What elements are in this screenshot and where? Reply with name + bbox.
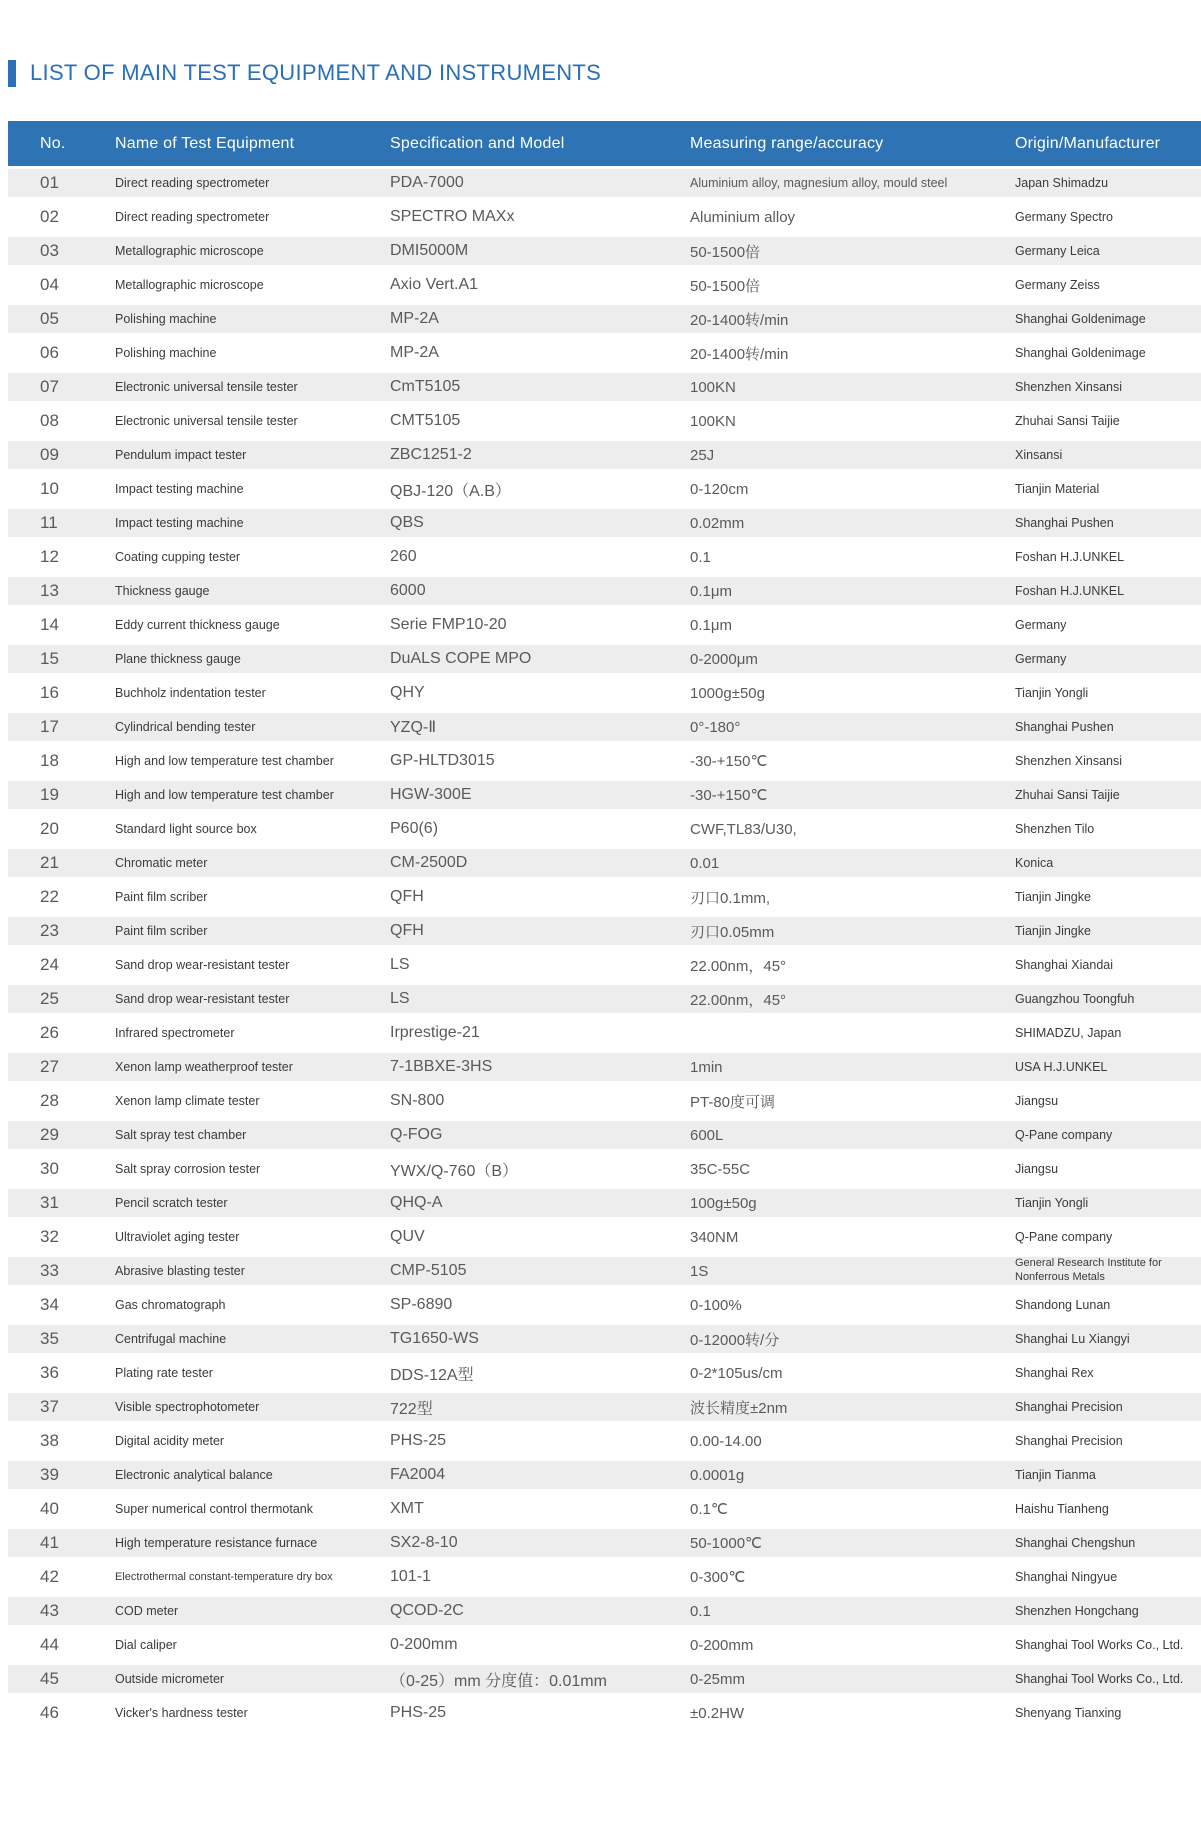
- cell-origin: Germany Zeiss: [1015, 278, 1100, 292]
- cell-name: Coating cupping tester: [115, 550, 241, 564]
- cell-origin: Shenzhen Tilo: [1015, 822, 1095, 836]
- cell-range: 1S: [690, 1262, 709, 1280]
- cell-no: 06: [40, 343, 59, 362]
- cell-name: Sand drop wear-resistant tester: [115, 958, 290, 972]
- table-row: [8, 574, 1201, 608]
- cell-origin: Haishu Tianheng: [1015, 1502, 1109, 1516]
- table-row: [8, 710, 1201, 744]
- cell-no: 21: [40, 853, 59, 872]
- cell-name: Eddy current thickness gauge: [115, 618, 280, 632]
- cell-spec: 260: [390, 548, 417, 565]
- cell-origin: SHIMADZU, Japan: [1015, 1026, 1122, 1040]
- cell-no: 09: [40, 445, 59, 464]
- table-row: [8, 540, 1201, 574]
- cell-name: Plating rate tester: [115, 1366, 213, 1380]
- cell-origin: Q-Pane company: [1015, 1230, 1113, 1244]
- column-header-range: Measuring range/accuracy: [690, 134, 884, 152]
- cell-origin: General Research Institute for Nonferrous Metals: [1015, 1257, 1162, 1283]
- cell-origin: Shanghai Precision: [1015, 1400, 1123, 1414]
- cell-origin: Jiangsu: [1015, 1094, 1059, 1108]
- cell-no: 28: [40, 1091, 59, 1110]
- cell-range: 35C-55C: [690, 1160, 751, 1178]
- cell-spec: QBS: [390, 514, 424, 531]
- table-row: [8, 1050, 1201, 1084]
- cell-range: 0-120cm: [690, 480, 749, 498]
- cell-spec: SN-800: [390, 1092, 445, 1109]
- cell-name: Sand drop wear-resistant tester: [115, 992, 290, 1006]
- cell-no: 44: [40, 1635, 59, 1654]
- cell-no: 15: [40, 649, 59, 668]
- cell-name: Ultraviolet aging tester: [115, 1230, 240, 1244]
- cell-name: Salt spray test chamber: [115, 1128, 247, 1142]
- cell-spec: PHS-25: [390, 1432, 447, 1449]
- cell-range: 波长精度±2nm: [690, 1399, 788, 1417]
- table-row: [8, 1118, 1201, 1152]
- cell-name: Pendulum impact tester: [115, 448, 247, 462]
- cell-origin: Jiangsu: [1015, 1162, 1059, 1176]
- cell-no: 46: [40, 1703, 59, 1722]
- cell-spec: QCOD-2C: [390, 1602, 464, 1619]
- table-row: [8, 1662, 1201, 1696]
- cell-spec: SX2-8-10: [390, 1534, 458, 1551]
- cell-spec: MP-2A: [390, 344, 439, 361]
- cell-range: 刃口0.05mm: [690, 923, 775, 941]
- cell-origin: Shanghai Chengshun: [1015, 1536, 1136, 1550]
- table-row: [8, 1526, 1201, 1560]
- cell-name: Paint film scriber: [115, 924, 208, 938]
- table-row: [8, 1254, 1201, 1288]
- cell-origin: Q-Pane company: [1015, 1128, 1113, 1142]
- cell-no: 24: [40, 955, 59, 974]
- cell-spec: SP-6890: [390, 1296, 453, 1313]
- cell-spec: 6000: [390, 582, 426, 599]
- cell-origin: Tianjin Jingke: [1015, 890, 1091, 904]
- cell-name: Pencil scratch tester: [115, 1196, 228, 1210]
- cell-spec: DuALS COPE MPO: [390, 650, 532, 667]
- cell-origin: Germany Spectro: [1015, 210, 1113, 224]
- cell-origin: Germany: [1015, 618, 1067, 632]
- cell-origin: Shenyang Tianxing: [1015, 1706, 1122, 1720]
- cell-range: Aluminium alloy: [690, 208, 796, 226]
- cell-range: PT-80度可调: [690, 1093, 776, 1111]
- cell-origin: Shanghai Rex: [1015, 1366, 1094, 1380]
- cell-no: 08: [40, 411, 59, 430]
- cell-name: Visible spectrophotometer: [115, 1400, 260, 1414]
- cell-name: Metallographic microscope: [115, 244, 264, 258]
- cell-range: 600L: [690, 1126, 724, 1144]
- table-row: [8, 1560, 1201, 1594]
- cell-no: 11: [40, 513, 58, 532]
- table-row: [8, 744, 1201, 778]
- cell-spec: TG1650-WS: [390, 1330, 479, 1347]
- table-row: [8, 200, 1201, 234]
- cell-origin: Xinsansi: [1015, 448, 1063, 462]
- cell-range: 0.02mm: [690, 514, 745, 532]
- cell-range: 0-300℃: [690, 1569, 746, 1586]
- cell-range: 22.00nm，45°: [690, 957, 787, 975]
- cell-range: 刃口0.1mm,: [690, 889, 771, 907]
- cell-no: 30: [40, 1159, 59, 1178]
- cell-name: Buchholz indentation tester: [115, 686, 266, 700]
- cell-name: Dial caliper: [115, 1638, 177, 1652]
- cell-origin: Shenzhen Xinsansi: [1015, 754, 1123, 768]
- cell-name: COD meter: [115, 1604, 179, 1618]
- cell-spec: QBJ-120（A.B）: [390, 482, 511, 500]
- cell-name: Electronic universal tensile tester: [115, 414, 298, 428]
- table-body: [8, 166, 1201, 1730]
- cell-range: 0.1: [690, 548, 711, 566]
- cell-name: Electronic analytical balance: [115, 1468, 273, 1482]
- cell-origin: Shenzhen Hongchang: [1015, 1604, 1139, 1618]
- cell-range: 0°-180°: [690, 718, 741, 736]
- table-row: [8, 1152, 1201, 1186]
- equipment-table: [8, 121, 1201, 1730]
- table-row: [8, 608, 1201, 642]
- cell-no: 20: [40, 819, 59, 838]
- cell-origin: Shanghai Pushen: [1015, 720, 1114, 734]
- cell-origin: Germany: [1015, 652, 1067, 666]
- table-row: [8, 404, 1201, 438]
- cell-no: 13: [40, 581, 59, 600]
- cell-spec: Axio Vert.A1: [390, 276, 479, 293]
- cell-name: Thickness gauge: [115, 584, 210, 598]
- table-row: [8, 1390, 1201, 1424]
- cell-spec: YZQ-Ⅱ: [390, 719, 437, 736]
- cell-spec: 0-200mm: [390, 1636, 458, 1653]
- cell-origin: Guangzhou Toongfuh: [1015, 992, 1135, 1006]
- page-title: LIST OF MAIN TEST EQUIPMENT AND INSTRUMENTS: [30, 60, 602, 85]
- cell-no: 03: [40, 241, 59, 260]
- cell-no: 14: [40, 615, 59, 634]
- cell-spec: SPECTRO MAXx: [390, 208, 515, 225]
- cell-range: 0-2*105us/cm: [690, 1364, 783, 1382]
- cell-no: 05: [40, 309, 59, 328]
- cell-range: 50-1500倍: [690, 243, 761, 261]
- cell-origin: Shandong Lunan: [1015, 1298, 1111, 1312]
- cell-range: 0.1μm: [690, 616, 732, 634]
- cell-no: 18: [40, 751, 59, 770]
- cell-no: 36: [40, 1363, 59, 1382]
- column-header-name: Name of Test Equipment: [115, 134, 295, 152]
- column-header-origin: Origin/Manufacturer: [1015, 134, 1161, 152]
- cell-spec: DMI5000M: [390, 242, 469, 259]
- cell-no: 39: [40, 1465, 59, 1484]
- cell-range: 0-12000转/分: [690, 1331, 780, 1349]
- cell-origin: Tianjin Jingke: [1015, 924, 1091, 938]
- cell-no: 02: [40, 207, 59, 226]
- cell-spec: 7-1BBXE-3HS: [390, 1058, 493, 1075]
- cell-range: -30-+150℃: [690, 753, 768, 770]
- cell-name: Impact testing machine: [115, 516, 244, 530]
- cell-origin: Shanghai Tool Works Co., Ltd.: [1015, 1638, 1184, 1652]
- cell-name: Super numerical control thermotank: [115, 1502, 314, 1516]
- cell-no: 37: [40, 1397, 59, 1416]
- cell-spec: YWX/Q-760（B）: [390, 1162, 519, 1180]
- cell-range: 0.1μm: [690, 582, 732, 600]
- cell-range: 1min: [690, 1058, 723, 1076]
- table-row: [8, 506, 1201, 540]
- cell-spec: Q-FOG: [390, 1126, 443, 1143]
- cell-spec: CM-2500D: [390, 854, 468, 871]
- table-row: [8, 1356, 1201, 1390]
- cell-origin: Shanghai Goldenimage: [1015, 346, 1146, 360]
- cell-origin: Japan Shimadzu: [1015, 176, 1109, 190]
- cell-origin: Germany Leica: [1015, 244, 1100, 258]
- cell-no: 35: [40, 1329, 59, 1348]
- table-row: [8, 1696, 1201, 1730]
- cell-spec: ZBC1251-2: [390, 446, 472, 463]
- cell-name: Centrifugal machine: [115, 1332, 227, 1346]
- table-row: [8, 1084, 1201, 1118]
- cell-no: 22: [40, 887, 59, 906]
- cell-origin: Foshan H.J.UNKEL: [1015, 550, 1125, 564]
- cell-origin: USA H.J.UNKEL: [1015, 1060, 1108, 1074]
- cell-no: 31: [40, 1193, 59, 1212]
- cell-range: 0.1: [690, 1602, 711, 1620]
- cell-name: Gas chromatograph: [115, 1298, 226, 1312]
- document-page: [0, 58, 1201, 1730]
- cell-range: 0.1℃: [690, 1501, 728, 1518]
- cell-origin: Shanghai Precision: [1015, 1434, 1123, 1448]
- cell-origin: Shanghai Lu Xiangyi: [1015, 1332, 1130, 1346]
- cell-no: 07: [40, 377, 59, 396]
- cell-origin: Zhuhai Sansi Taijie: [1015, 788, 1120, 802]
- table-row: [8, 1288, 1201, 1322]
- cell-name: Direct reading spectrometer: [115, 210, 270, 224]
- cell-spec: Irprestige-21: [390, 1024, 480, 1041]
- cell-range: 0.01: [690, 854, 720, 872]
- cell-name: Electrothermal constant-temperature dry box: [115, 1571, 333, 1583]
- table-row: [8, 1492, 1201, 1526]
- table-row: [8, 1594, 1201, 1628]
- cell-origin: Foshan H.J.UNKEL: [1015, 584, 1125, 598]
- cell-spec: PDA-7000: [390, 174, 464, 191]
- table-row: [8, 914, 1201, 948]
- cell-no: 17: [40, 717, 59, 736]
- table-row: [8, 676, 1201, 710]
- cell-name: High temperature resistance furnace: [115, 1536, 318, 1550]
- cell-name: Salt spray corrosion tester: [115, 1162, 261, 1176]
- table-row: [8, 846, 1201, 880]
- cell-no: 19: [40, 785, 59, 804]
- cell-name: Polishing machine: [115, 312, 217, 326]
- table-row: [8, 472, 1201, 506]
- cell-spec: QUV: [390, 1228, 425, 1245]
- cell-name: Plane thickness gauge: [115, 652, 241, 666]
- cell-spec: CMT5105: [390, 412, 461, 429]
- cell-origin: Zhuhai Sansi Taijie: [1015, 414, 1120, 428]
- cell-origin: Tianjin Tianma: [1015, 1468, 1096, 1482]
- cell-range: 0-2000μm: [690, 650, 758, 668]
- cell-range: 100KN: [690, 412, 736, 430]
- cell-name: Chromatic meter: [115, 856, 208, 870]
- cell-no: 29: [40, 1125, 59, 1144]
- cell-no: 32: [40, 1227, 59, 1246]
- cell-range: 100g±50g: [690, 1194, 757, 1212]
- cell-spec: QHQ-A: [390, 1194, 443, 1211]
- cell-origin: Shanghai Xiandai: [1015, 958, 1113, 972]
- cell-no: 40: [40, 1499, 59, 1518]
- cell-origin: Shanghai Goldenimage: [1015, 312, 1146, 326]
- table-row: [8, 948, 1201, 982]
- cell-spec: LS: [390, 990, 410, 1007]
- cell-name: Cylindrical bending tester: [115, 720, 256, 734]
- table-row: [8, 1424, 1201, 1458]
- cell-spec: QHY: [390, 684, 425, 701]
- cell-range: 0-200mm: [690, 1636, 754, 1654]
- cell-range: 1000g±50g: [690, 684, 765, 702]
- table-row: [8, 234, 1201, 268]
- table-row: [8, 778, 1201, 812]
- cell-range: 22.00nm，45°: [690, 991, 787, 1009]
- cell-no: 42: [40, 1567, 59, 1586]
- table-row: [8, 268, 1201, 302]
- cell-range: 0.0001g: [690, 1466, 745, 1484]
- cell-spec: LS: [390, 956, 410, 973]
- cell-range: 20-1400转/min: [690, 311, 789, 329]
- table-row: [8, 1186, 1201, 1220]
- cell-no: 25: [40, 989, 59, 1008]
- cell-no: 10: [40, 479, 59, 498]
- cell-name: Infrared spectrometer: [115, 1026, 235, 1040]
- cell-name: Standard light source box: [115, 822, 257, 836]
- cell-no: 04: [40, 275, 59, 294]
- cell-spec: GP-HLTD3015: [390, 752, 495, 769]
- cell-spec: PHS-25: [390, 1704, 447, 1721]
- cell-spec: 722型: [390, 1400, 433, 1418]
- cell-name: Xenon lamp weatherproof tester: [115, 1060, 293, 1074]
- cell-no: 23: [40, 921, 59, 940]
- cell-range: 20-1400转/min: [690, 345, 789, 363]
- cell-name: Paint film scriber: [115, 890, 208, 904]
- cell-no: 38: [40, 1431, 59, 1450]
- page-title-block: [8, 58, 1201, 88]
- table-row: [8, 370, 1201, 404]
- cell-range: ±0.2HW: [690, 1704, 745, 1722]
- table-row: [8, 812, 1201, 846]
- cell-name: Xenon lamp climate tester: [115, 1094, 260, 1108]
- table-row: [8, 438, 1201, 472]
- cell-name: Vicker's hardness tester: [115, 1706, 248, 1720]
- table-row: [8, 336, 1201, 370]
- cell-range: 50-1000℃: [690, 1535, 762, 1552]
- cell-spec: QFH: [390, 888, 424, 905]
- cell-no: 34: [40, 1295, 59, 1314]
- cell-origin: Tianjin Yongli: [1015, 686, 1089, 700]
- cell-no: 41: [40, 1533, 59, 1552]
- cell-origin: Shenzhen Xinsansi: [1015, 380, 1123, 394]
- cell-range: Aluminium alloy, magnesium alloy, mould steel: [690, 176, 948, 190]
- cell-origin: Shanghai Tool Works Co., Ltd.: [1015, 1672, 1184, 1686]
- cell-name: Digital acidity meter: [115, 1434, 225, 1448]
- table-row: [8, 642, 1201, 676]
- cell-range: 340NM: [690, 1228, 739, 1246]
- cell-no: 16: [40, 683, 59, 702]
- column-header-spec: Specification and Model: [390, 134, 565, 152]
- cell-spec: Serie FMP10-20: [390, 616, 507, 633]
- cell-range: CWF,TL83/U30,: [690, 820, 797, 838]
- cell-name: Metallographic microscope: [115, 278, 264, 292]
- cell-spec: QFH: [390, 922, 424, 939]
- cell-range: 100KN: [690, 378, 736, 396]
- cell-name: Polishing machine: [115, 346, 217, 360]
- table-row: [8, 982, 1201, 1016]
- cell-spec: MP-2A: [390, 310, 439, 327]
- cell-range: 0.00-14.00: [690, 1432, 762, 1450]
- cell-origin: Tianjin Yongli: [1015, 1196, 1089, 1210]
- cell-name: Abrasive blasting tester: [115, 1264, 245, 1278]
- cell-no: 27: [40, 1057, 59, 1076]
- table-row: [8, 1322, 1201, 1356]
- table-row: [8, 1458, 1201, 1492]
- cell-name: High and low temperature test chamber: [115, 754, 334, 768]
- cell-spec: P60(6): [390, 820, 439, 837]
- cell-no: 33: [40, 1261, 59, 1280]
- table-row: [8, 880, 1201, 914]
- cell-no: 01: [40, 173, 59, 192]
- table-header-row: [8, 121, 1201, 166]
- cell-name: High and low temperature test chamber: [115, 788, 334, 802]
- table-row: [8, 1628, 1201, 1662]
- cell-origin: Konica: [1015, 856, 1054, 870]
- title-accent-bar: [8, 60, 16, 87]
- cell-origin: Tianjin Material: [1015, 482, 1100, 496]
- cell-spec: 101-1: [390, 1568, 431, 1585]
- cell-spec: （0-25）mm 分度值：0.01mm: [390, 1672, 607, 1690]
- cell-range: 50-1500倍: [690, 277, 761, 295]
- cell-no: 26: [40, 1023, 59, 1042]
- cell-range: 25J: [690, 446, 715, 464]
- cell-spec: CMP-5105: [390, 1262, 467, 1279]
- cell-range: 0-25mm: [690, 1670, 746, 1688]
- cell-spec: FA2004: [390, 1466, 446, 1483]
- cell-name: Impact testing machine: [115, 482, 244, 496]
- cell-spec: HGW-300E: [390, 786, 472, 803]
- column-header-no: No.: [40, 134, 66, 152]
- cell-name: Outside micrometer: [115, 1672, 225, 1686]
- cell-origin: Shanghai Ningyue: [1015, 1570, 1118, 1584]
- cell-no: 12: [40, 547, 59, 566]
- cell-name: Electronic universal tensile tester: [115, 380, 298, 394]
- cell-no: 43: [40, 1601, 59, 1620]
- table-row: [8, 302, 1201, 336]
- cell-range: -30-+150℃: [690, 787, 768, 804]
- cell-spec: XMT: [390, 1500, 424, 1517]
- cell-spec: CmT5105: [390, 378, 461, 395]
- table-row: [8, 166, 1201, 200]
- cell-name: Direct reading spectrometer: [115, 176, 270, 190]
- cell-range: 0-100%: [690, 1296, 742, 1314]
- cell-no: 45: [40, 1669, 59, 1688]
- table-row: [8, 1220, 1201, 1254]
- table-row: [8, 1016, 1201, 1050]
- cell-origin: Shanghai Pushen: [1015, 516, 1114, 530]
- cell-spec: DDS-12A型: [390, 1366, 474, 1384]
